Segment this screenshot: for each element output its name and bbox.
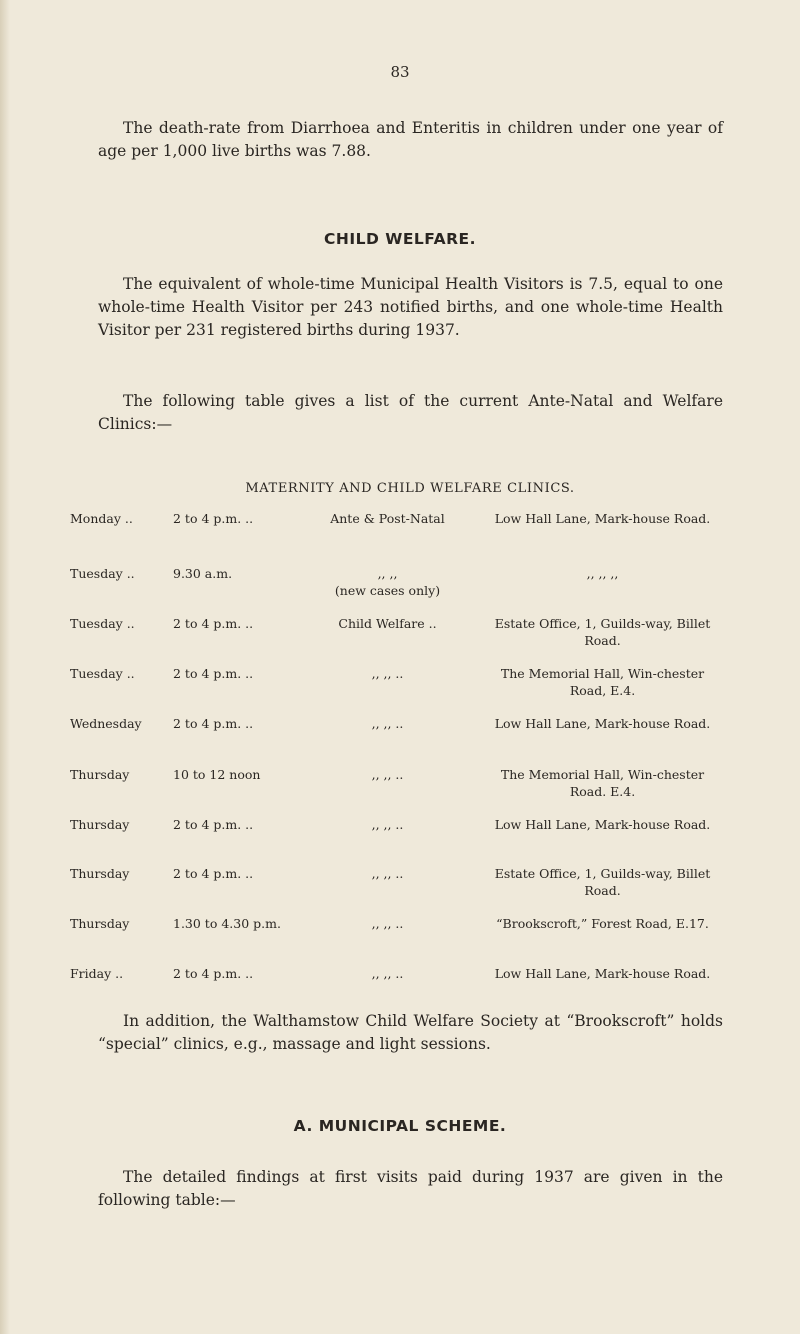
clinic-place: Estate Office, 1, Guilds-way, Billet Road. [494,616,711,648]
clinic-type: ,, ,, .. [371,966,404,981]
clinic-time: 2 to 4 p.m. .. [173,511,254,526]
clinic-type: ,, ,, .. [371,767,404,782]
clinic-day: Friday .. [70,966,124,981]
clinic-day: Tuesday .. [70,616,135,631]
clinics-table-title: MATERNITY AND CHILD WELFARE CLINICS. [245,481,575,496]
clinic-day: Monday .. [70,511,133,526]
clinic-place: Low Hall Lane, Mark-house Road. [494,966,711,981]
clinic-type: ,, ,, .. [371,817,404,832]
clinic-day: Thursday [70,866,130,881]
paragraph-diarrhoea-death-rate: The death-rate from Diarrhoea and Enteritis in children under one year of age per 1,000 live births was 7.88. [98,119,723,160]
clinic-place: The Memorial Hall, Win-chester Road, E.4. [500,666,705,698]
clinic-type: ,, ,, .. [371,716,404,731]
clinic-time: 2 to 4 p.m. .. [173,616,254,631]
clinic-day: Thursday [70,817,130,832]
clinic-type: ,, ,, .. [371,916,404,931]
clinic-place: ,, ,, ,, [586,566,619,581]
clinic-time: 2 to 4 p.m. .. [173,866,254,881]
clinic-time: 2 to 4 p.m. .. [173,666,254,681]
clinic-type: ,, ,, .. [371,866,404,881]
clinic-type: ,, ,, .. [371,666,404,681]
clinic-time: 2 to 4 p.m. .. [173,716,254,731]
clinic-place: Low Hall Lane, Mark-house Road. [494,716,711,731]
clinic-day: Thursday [70,767,130,782]
clinic-time: 2 to 4 p.m. .. [173,966,254,981]
clinic-place: The Memorial Hall, Win-chester Road. E.4. [500,767,705,799]
clinic-place: Low Hall Lane, Mark-house Road. [494,817,711,832]
paragraph-first-visits: The detailed findings at first visits paid during 1937 are given in the following table:— [98,1168,723,1209]
clinic-type: ,, ,, (new cases only) [334,566,441,598]
clinic-time: 2 to 4 p.m. .. [173,817,254,832]
paragraph-clinics-intro: The following table gives a list of the current Ante-Natal and Welfare Clinics:— [98,392,723,433]
clinic-type: Ante & Post-Natal [330,511,445,526]
heading-child-welfare: CHILD WELFARE. [323,230,477,248]
clinic-day: Tuesday .. [70,566,135,581]
clinic-time: 10 to 12 noon [173,767,261,782]
clinic-place: Estate Office, 1, Guilds-way, Billet Road. [494,866,711,898]
clinic-day: Tuesday .. [70,666,135,681]
clinic-time: 1.30 to 4.30 p.m. [173,916,281,931]
clinic-place: Low Hall Lane, Mark-house Road. [494,511,711,526]
clinic-place: “Brookscroft,” Forest Road, E.17. [496,916,709,931]
clinic-time: 9.30 a.m. [173,566,233,581]
heading-municipal-scheme: A. MUNICIPAL SCHEME. [293,1117,507,1135]
paragraph-brookscroft-clinics: In addition, the Walthamstow Child Welfare Society at “Brookscroft” holds “special” clinics, e.g., massage and light sessions. [98,1012,723,1053]
clinic-type: Child Welfare .. [338,616,437,631]
page-number: 83 [390,63,410,81]
clinic-day: Wednesday [70,716,142,731]
clinic-day: Thursday [70,916,130,931]
paragraph-health-visitors: The equivalent of whole-time Municipal Health Visitors is 7.5, equal to one whole-time Health Visitor per 243 notified births, and one whole-time Health Visitor per 231 registered births during 1937. [98,275,723,339]
